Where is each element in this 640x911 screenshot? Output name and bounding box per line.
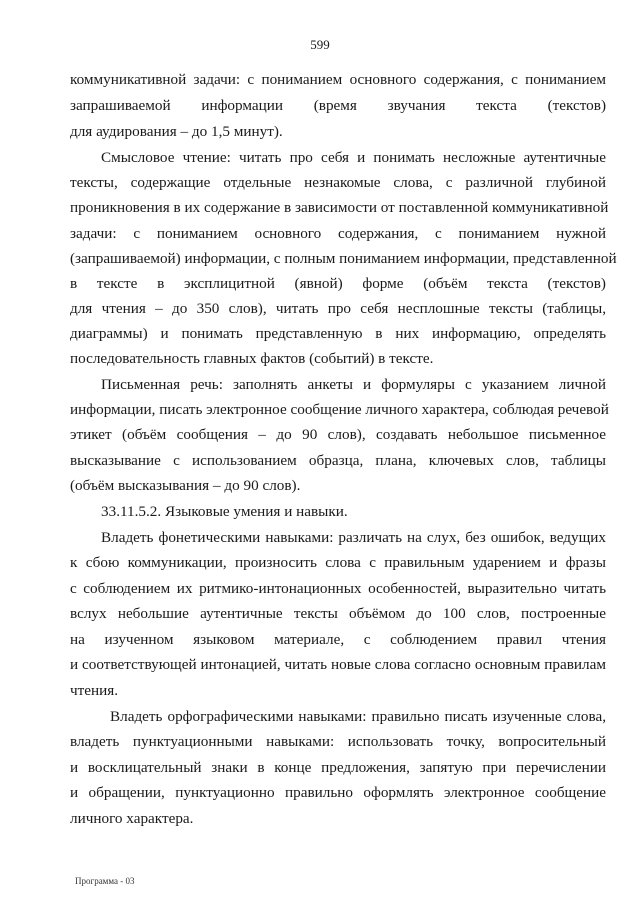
paragraph-line: в тексте в эксплицитной (явной) форме (объём текста (текстов) xyxy=(70,275,606,292)
paragraph-line: тексты, содержащие отдельные незнакомые слова, с различной глубиной xyxy=(70,174,606,191)
paragraph-line: Письменная речь: заполнять анкеты и формуляры с указанием личной xyxy=(101,376,606,393)
paragraph-line: диаграммы) и понимать представленную в них информацию, определять xyxy=(70,325,606,342)
page-number: 599 xyxy=(310,37,330,52)
paragraph-line: чтения. xyxy=(70,682,119,699)
paragraph-line: и обращении, пунктуационно правильно оформлять электронное сообщение xyxy=(70,784,606,801)
paragraph-line: вслух небольшие аутентичные тексты объёмом до 100 слов, построенные xyxy=(70,605,606,622)
paragraph-line: с соблюдением их ритмико-интонационных особенностей, выразительно читать xyxy=(70,580,606,597)
paragraph-line: (запрашиваемой) информации, с полным пониманием информации, представленной xyxy=(70,250,617,267)
paragraph-line: личного характера. xyxy=(70,810,194,827)
paragraph-line: Владеть орфографическими навыками: правильно писать изученные слова, xyxy=(110,708,606,725)
paragraph-line: и восклицательный знаки в конце предложения, запятую при перечислении xyxy=(70,759,606,776)
section-heading: 33.11.5.2. Языковые умения и навыки. xyxy=(101,503,348,520)
footer-program-label: Программа - 03 xyxy=(75,876,135,886)
paragraph-line: высказывание с использованием образца, плана, ключевых слов, таблицы xyxy=(70,452,606,469)
paragraph-line: последовательность главных фактов (событий) в тексте. xyxy=(70,350,434,367)
paragraph-line: и соответствующей интонацией, читать новые слова согласно основным правилам xyxy=(70,656,606,673)
paragraph-line: (объём высказывания – до 90 слов). xyxy=(70,477,301,494)
paragraph-line: информации, писать электронное сообщение личного характера, соблюдая речевой xyxy=(70,401,609,418)
paragraph-line: на изученном языковом материале, с соблюдением правил чтения xyxy=(70,631,606,648)
paragraph-line: задачи: с пониманием основного содержания, с пониманием нужной xyxy=(70,225,606,242)
paragraph-line: владеть пунктуационными навыками: использовать точку, вопросительный xyxy=(70,733,606,750)
paragraph-line: запрашиваемой информации (время звучания текста (текстов) xyxy=(70,97,606,114)
paragraph-line: проникновения в их содержание в зависимости от поставленной коммуникативной xyxy=(70,199,609,216)
paragraph-line: для аудирования – до 1,5 минут). xyxy=(70,123,283,140)
paragraph-line: Владеть фонетическими навыками: различать на слух, без ошибок, ведущих xyxy=(101,529,606,546)
paragraph-line: коммуникативной задачи: с пониманием основного содержания, с пониманием xyxy=(70,71,606,88)
paragraph-line: Смысловое чтение: читать про себя и понимать несложные аутентичные xyxy=(101,149,606,166)
paragraph-line: для чтения – до 350 слов), читать про себя несплошные тексты (таблицы, xyxy=(70,300,606,317)
paragraph-line: к сбою коммуникации, произносить слова с правильным ударением и фразы xyxy=(70,554,606,571)
paragraph-line: этикет (объём сообщения – до 90 слов), создавать небольшое письменное xyxy=(70,426,606,443)
